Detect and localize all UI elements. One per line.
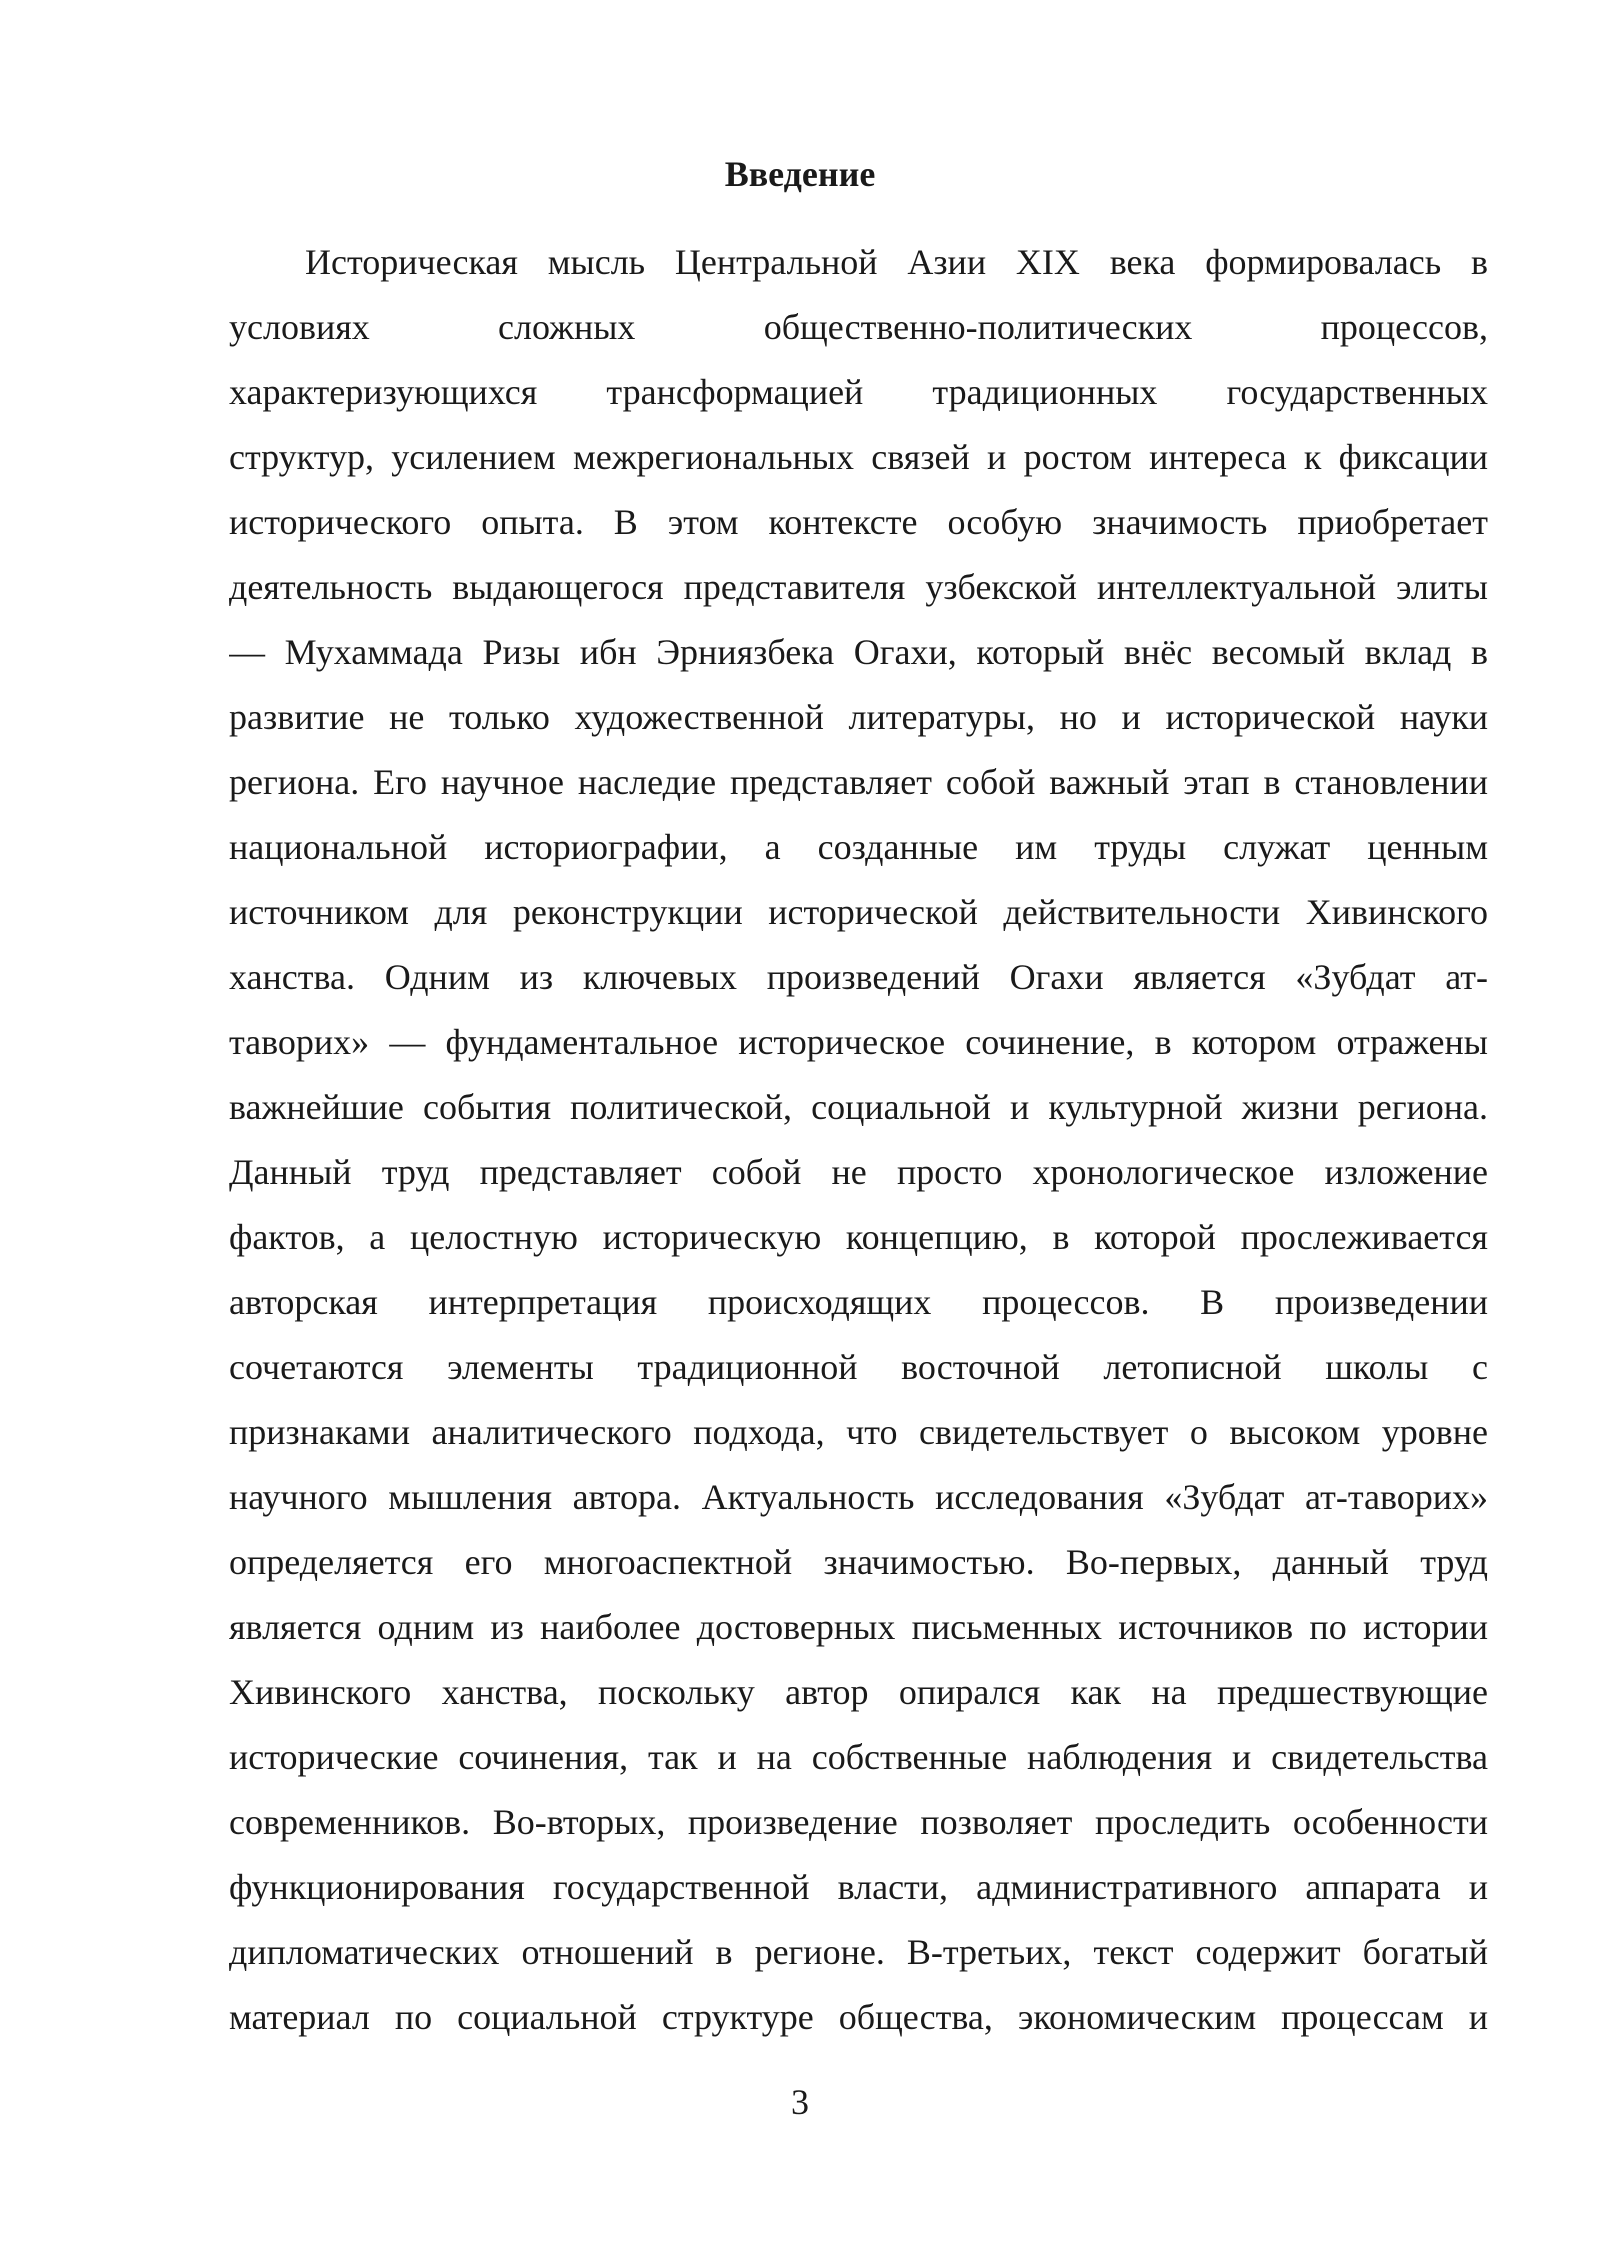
text-line: материал по социальной структуре общества, экономическим процессам и bbox=[229, 1997, 1488, 2037]
text-line: структур, усилением межрегиональных связей и ростом интереса к фиксации bbox=[229, 437, 1488, 477]
text-line: определяется его многоаспектной значимостью. Во-первых, данный труд bbox=[229, 1542, 1488, 1582]
text-line: функционирования государственной власти, административного аппарата и bbox=[229, 1867, 1488, 1907]
page-title: Введение bbox=[724, 154, 876, 194]
text-line: Данный труд представляет собой не просто хронологическое изложение bbox=[229, 1152, 1488, 1192]
text-line: — Мухаммада Ризы ибн Эрниязбека Огахи, который внёс весомый вклад в bbox=[229, 632, 1488, 672]
text-line: дипломатических отношений в регионе. В-третьих, текст содержит богатый bbox=[229, 1932, 1488, 1972]
text-line: современников. Во-вторых, произведение позволяет проследить особенности bbox=[229, 1802, 1488, 1842]
text-line: Историческая мысль Центральной Азии XIX века формировалась в bbox=[305, 242, 1488, 282]
text-line: научного мышления автора. Актуальность исследования «Зубдат ат-таворих» bbox=[229, 1477, 1488, 1517]
text-line: деятельность выдающегося представителя узбекской интеллектуальной элиты bbox=[229, 567, 1488, 607]
text-line: фактов, а целостную историческую концепцию, в которой прослеживается bbox=[229, 1217, 1488, 1257]
text-line: развитие не только художественной литературы, но и исторической науки bbox=[229, 697, 1488, 737]
text-line: является одним из наиболее достоверных письменных источников по истории bbox=[229, 1607, 1488, 1647]
page-number: 3 bbox=[791, 2082, 809, 2122]
text-line: региона. Его научное наследие представляет собой важный этап в становлении bbox=[229, 762, 1488, 802]
text-line: ханства. Одним из ключевых произведений Огахи является «Зубдат ат- bbox=[229, 957, 1488, 997]
text-line: исторического опыта. В этом контексте особую значимость приобретает bbox=[229, 502, 1488, 542]
text-line: условиях сложных общественно-политических процессов, bbox=[229, 307, 1488, 347]
text-line: национальной историографии, а созданные им труды служат ценным bbox=[229, 827, 1488, 867]
text-line: авторская интерпретация происходящих процессов. В произведении bbox=[229, 1282, 1488, 1322]
text-line: признаками аналитического подхода, что свидетельствует о высоком уровне bbox=[229, 1412, 1488, 1452]
text-line: исторические сочинения, так и на собственные наблюдения и свидетельства bbox=[229, 1737, 1488, 1777]
text-line: Хивинского ханства, поскольку автор опирался как на предшествующие bbox=[229, 1672, 1488, 1712]
text-line: характеризующихся трансформацией традиционных государственных bbox=[229, 372, 1488, 412]
text-line: источником для реконструкции исторической действительности Хивинского bbox=[229, 892, 1488, 932]
text-line: сочетаются элементы традиционной восточной летописной школы с bbox=[229, 1347, 1488, 1387]
text-line: таворих» — фундаментальное историческое сочинение, в котором отражены bbox=[229, 1022, 1488, 1062]
body-paragraph bbox=[229, 230, 1488, 2050]
text-line: важнейшие события политической, социальной и культурной жизни региона. bbox=[229, 1087, 1488, 1127]
